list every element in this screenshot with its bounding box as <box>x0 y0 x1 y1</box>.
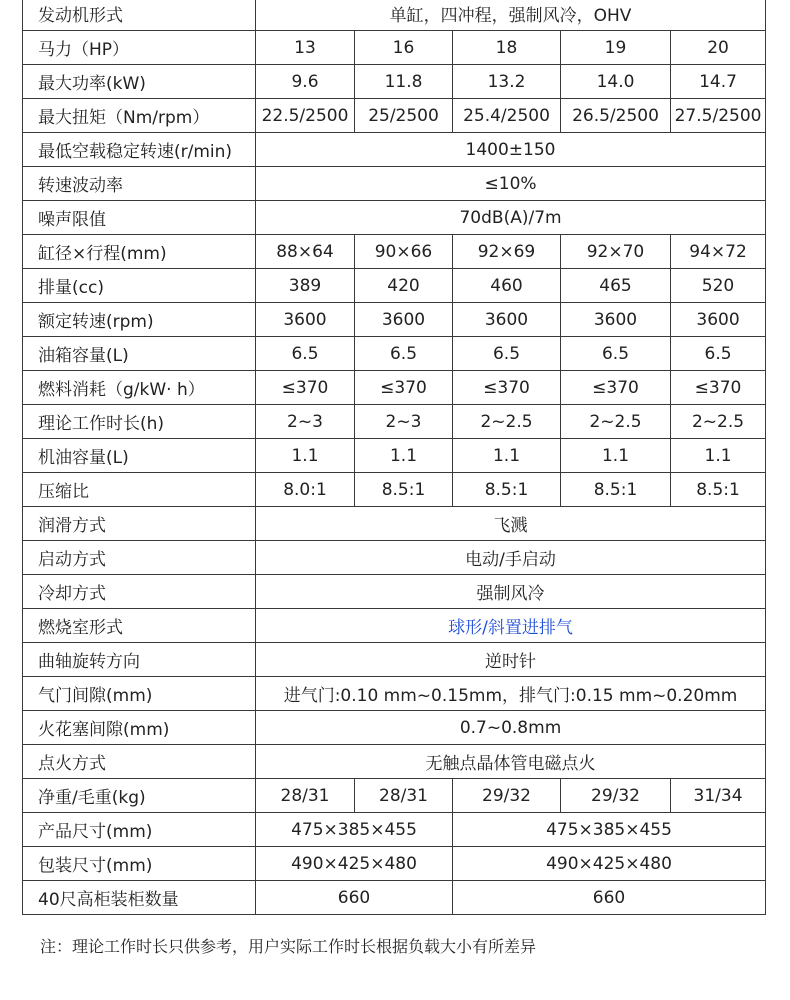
spec-row <box>23 303 766 337</box>
spec-label: 最大扭矩（Nm/rpm） <box>23 99 256 133</box>
spec-value: 1.1 <box>671 439 766 473</box>
spec-label: 最低空载稳定转速(r/min) <box>23 133 256 167</box>
spec-value: 660 <box>453 881 766 915</box>
spec-label: 额定转速(rpm) <box>23 303 256 337</box>
spec-value: 520 <box>671 269 766 303</box>
spec-value: 27.5/2500 <box>671 99 766 133</box>
spec-row <box>23 881 766 915</box>
spec-value: 92×70 <box>561 235 671 269</box>
spec-label: 气门间隙(mm) <box>23 677 256 711</box>
spec-value: 94×72 <box>671 235 766 269</box>
spec-value: 8.5:1 <box>453 473 561 507</box>
spec-value: 0.7~0.8mm <box>256 711 766 745</box>
spec-table-body <box>23 0 766 915</box>
spec-label: 发动机形式 <box>23 0 256 31</box>
spec-row <box>23 337 766 371</box>
spec-label: 马力（HP） <box>23 31 256 65</box>
spec-row <box>23 813 766 847</box>
spec-label: 产品尺寸(mm) <box>23 813 256 847</box>
spec-row <box>23 745 766 779</box>
spec-row <box>23 405 766 439</box>
spec-value: 1.1 <box>453 439 561 473</box>
spec-value: ≤370 <box>561 371 671 405</box>
spec-label: 点火方式 <box>23 745 256 779</box>
spec-value: 3600 <box>453 303 561 337</box>
spec-value: 22.5/2500 <box>256 99 355 133</box>
spec-value: 11.8 <box>355 65 453 99</box>
spec-value: 6.5 <box>671 337 766 371</box>
footnote: 注：理论工作时长只供参考，用户实际工作时长根据负载大小有所差异 <box>40 937 537 956</box>
spec-value: 28/31 <box>355 779 453 813</box>
spec-label: 油箱容量(L) <box>23 337 256 371</box>
spec-value: 强制风冷 <box>256 575 766 609</box>
spec-row <box>23 371 766 405</box>
spec-value: 490×425×480 <box>453 847 766 881</box>
spec-row <box>23 711 766 745</box>
spec-row <box>23 541 766 575</box>
spec-label: 净重/毛重(kg) <box>23 779 256 813</box>
spec-value: 25.4/2500 <box>453 99 561 133</box>
spec-label: 转速波动率 <box>23 167 256 201</box>
spec-value: 1.1 <box>561 439 671 473</box>
spec-value: 25/2500 <box>355 99 453 133</box>
spec-row <box>23 31 766 65</box>
spec-label: 冷却方式 <box>23 575 256 609</box>
spec-value: 18 <box>453 31 561 65</box>
spec-label: 噪声限值 <box>23 201 256 235</box>
spec-value: 进气门:0.10 mm~0.15mm，排气门:0.15 mm~0.20mm <box>256 677 766 711</box>
spec-value: 3600 <box>671 303 766 337</box>
spec-value: 1.1 <box>256 439 355 473</box>
spec-row <box>23 847 766 881</box>
spec-row <box>23 0 766 31</box>
spec-value: 3600 <box>355 303 453 337</box>
spec-row <box>23 609 766 643</box>
spec-value: 26.5/2500 <box>561 99 671 133</box>
spec-value: 90×66 <box>355 235 453 269</box>
spec-row <box>23 269 766 303</box>
spec-label: 压缩比 <box>23 473 256 507</box>
spec-row <box>23 235 766 269</box>
spec-value: 9.6 <box>256 65 355 99</box>
spec-value: 88×64 <box>256 235 355 269</box>
spec-value: 475×385×455 <box>256 813 453 847</box>
spec-value: 6.5 <box>256 337 355 371</box>
spec-value: 单缸，四冲程，强制风冷，OHV <box>256 0 766 31</box>
spec-value: 2~3 <box>256 405 355 439</box>
spec-value: 2~2.5 <box>671 405 766 439</box>
spec-row <box>23 643 766 677</box>
spec-value: 2~2.5 <box>561 405 671 439</box>
spec-value: 8.5:1 <box>561 473 671 507</box>
spec-value: ≤370 <box>256 371 355 405</box>
spec-value: 420 <box>355 269 453 303</box>
spec-value: 8.5:1 <box>671 473 766 507</box>
spec-value: 电动/手启动 <box>256 541 766 575</box>
spec-value: 31/34 <box>671 779 766 813</box>
spec-value: 29/32 <box>453 779 561 813</box>
spec-label: 启动方式 <box>23 541 256 575</box>
spec-value: 球形/斜置进排气 <box>256 609 766 643</box>
spec-value: ≤370 <box>453 371 561 405</box>
spec-value: ≤370 <box>355 371 453 405</box>
spec-value: 1400±150 <box>256 133 766 167</box>
spec-row <box>23 133 766 167</box>
spec-value: 2~3 <box>355 405 453 439</box>
spec-value: 6.5 <box>561 337 671 371</box>
spec-value: 8.5:1 <box>355 473 453 507</box>
spec-label: 燃料消耗（g/kW· h） <box>23 371 256 405</box>
spec-value: 465 <box>561 269 671 303</box>
spec-value: 无触点晶体管电磁点火 <box>256 745 766 779</box>
spec-value: 20 <box>671 31 766 65</box>
spec-row <box>23 439 766 473</box>
spec-value: 1.1 <box>355 439 453 473</box>
spec-row <box>23 507 766 541</box>
spec-row <box>23 65 766 99</box>
spec-value: 8.0:1 <box>256 473 355 507</box>
spec-table <box>22 0 766 915</box>
spec-value: 29/32 <box>561 779 671 813</box>
spec-row <box>23 779 766 813</box>
spec-value: 14.7 <box>671 65 766 99</box>
spec-value: 460 <box>453 269 561 303</box>
spec-label: 火花塞间隙(mm) <box>23 711 256 745</box>
spec-label: 40尺高柜装柜数量 <box>23 881 256 915</box>
spec-row <box>23 201 766 235</box>
spec-row <box>23 99 766 133</box>
spec-value: 19 <box>561 31 671 65</box>
spec-row <box>23 575 766 609</box>
spec-label: 排量(cc) <box>23 269 256 303</box>
spec-label: 理论工作时长(h) <box>23 405 256 439</box>
spec-label: 润滑方式 <box>23 507 256 541</box>
spec-value: 13 <box>256 31 355 65</box>
spec-value: 389 <box>256 269 355 303</box>
spec-label: 机油容量(L) <box>23 439 256 473</box>
spec-label: 燃烧室形式 <box>23 609 256 643</box>
spec-value: 6.5 <box>453 337 561 371</box>
spec-value: 逆时针 <box>256 643 766 677</box>
spec-value: 13.2 <box>453 65 561 99</box>
spec-value: 3600 <box>256 303 355 337</box>
spec-value: ≤370 <box>671 371 766 405</box>
spec-value: 16 <box>355 31 453 65</box>
spec-value: 92×69 <box>453 235 561 269</box>
spec-label: 缸径×行程(mm) <box>23 235 256 269</box>
spec-value: 490×425×480 <box>256 847 453 881</box>
spec-value: 70dB(A)/7m <box>256 201 766 235</box>
spec-label: 最大功率(kW) <box>23 65 256 99</box>
spec-row <box>23 677 766 711</box>
spec-value: 2~2.5 <box>453 405 561 439</box>
spec-label: 曲轴旋转方向 <box>23 643 256 677</box>
spec-value: 3600 <box>561 303 671 337</box>
spec-row <box>23 473 766 507</box>
spec-value: 475×385×455 <box>453 813 766 847</box>
spec-value: 飞溅 <box>256 507 766 541</box>
spec-value: 28/31 <box>256 779 355 813</box>
spec-value: 6.5 <box>355 337 453 371</box>
spec-label: 包装尺寸(mm) <box>23 847 256 881</box>
spec-value: 14.0 <box>561 65 671 99</box>
spec-value: 660 <box>256 881 453 915</box>
spec-row <box>23 167 766 201</box>
spec-value: ≤10% <box>256 167 766 201</box>
